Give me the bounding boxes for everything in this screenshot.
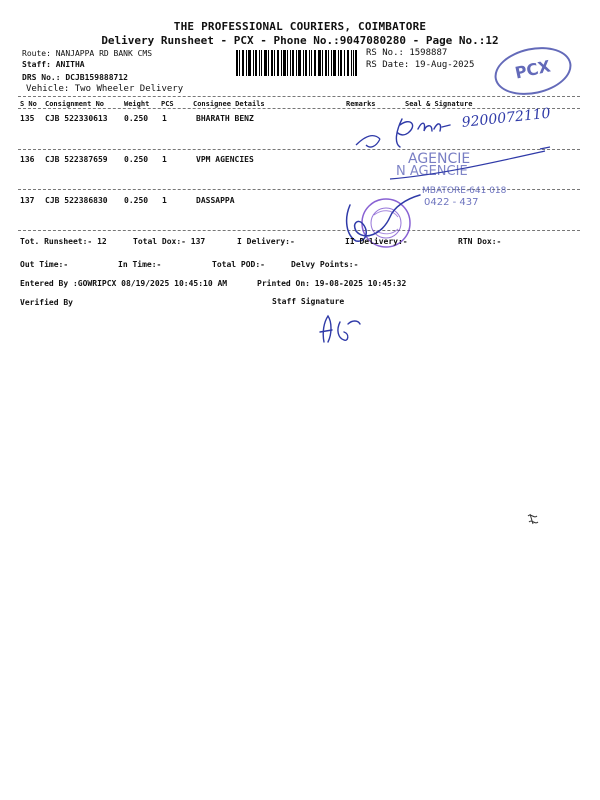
out-time: Out Time:- [20,260,69,269]
delvy-points: Delvy Points:- [291,260,359,269]
stamp-phone-line: 0422 - 437 [424,197,479,208]
tot-runsheet: Tot. Runsheet:- 12 [20,237,107,246]
row-136-weight: 0.250 [124,155,149,164]
entered-by: Entered By :GOWRIPCX 08/19/2025 10:45:10 AM [20,279,228,288]
staff-signature-mark [314,312,364,346]
row-135-consignee: BHARATH BENZ [196,114,254,123]
rtn-dox: RTN Dox:- [458,237,502,246]
row-136-sno: 136 [20,155,35,164]
row-136-consignment: CJB 522387659 [45,155,108,164]
row-137-sno: 137 [20,196,35,205]
page-corner-mark [525,512,541,526]
stamp-agencies-line1: AGENCIE [408,151,471,167]
col-header-remarks: Remarks [346,100,376,108]
printed-on: Printed On: 19-08-2025 10:45:32 [257,279,407,288]
stamp-address-line: MBATORE-641 018 [422,186,507,196]
row-137-weight: 0.250 [124,196,149,205]
ii-delivery: II Delivery:- [345,237,408,246]
handwritten-number: 9200072110 [461,105,552,131]
document-subtitle: Delivery Runsheet - PCX - Phone No.:9047080280 - Page No.:12 [101,34,499,47]
rs-number: RS No.: 1598887 [366,48,448,58]
rs-date: RS Date: 19-Aug-2025 [366,60,475,70]
row-135-consignment: CJB 522330613 [45,114,108,123]
document-title: THE PROFESSIONAL COURIERS, COIMBATORE [173,20,427,33]
row-136-consignee: VPM AGENCIES [196,155,254,164]
col-header-seal: Seal & Signature [405,100,473,108]
route-label: Route: NANJAPPA RD BANK CMS [22,49,153,58]
col-header-pcs: PCS [161,100,174,108]
barcode-image [236,50,357,76]
drs-number: DRS No.: DCJB159888712 [22,73,128,82]
vehicle-label: Vehicle: Two Wheeler Delivery [26,84,184,94]
stamp-agencies-line2: N AGENCIE [396,164,468,179]
row-135-weight: 0.250 [124,114,149,123]
row-135-sno: 135 [20,114,35,123]
in-time: In Time:- [118,260,162,269]
row-137-pcs: 1 [162,196,167,205]
row-136-pcs: 1 [162,155,167,164]
row-137-consignment: CJB 522386830 [45,196,108,205]
row-135-pcs: 1 [162,114,167,123]
col-header-consignment: Consignment No [45,100,105,108]
staff-signature-label: Staff Signature [272,297,345,306]
verified-by: Verified By [20,298,73,307]
col-header-consignee: Consignee Details [193,100,265,108]
i-delivery: I Delivery:- [237,237,295,246]
staff-label: Staff: ANITHA [22,60,85,69]
pcx-stamp: PCX [490,40,576,101]
col-header-weight: Weight [124,100,150,108]
total-dox: Total Dox:- 137 [133,237,206,246]
row-137-consignee: DASSAPPA [196,196,235,205]
total-pod: Total POD:- [212,260,265,269]
col-header-sno: S No [20,100,37,108]
seal-signature-artwork [330,95,600,255]
